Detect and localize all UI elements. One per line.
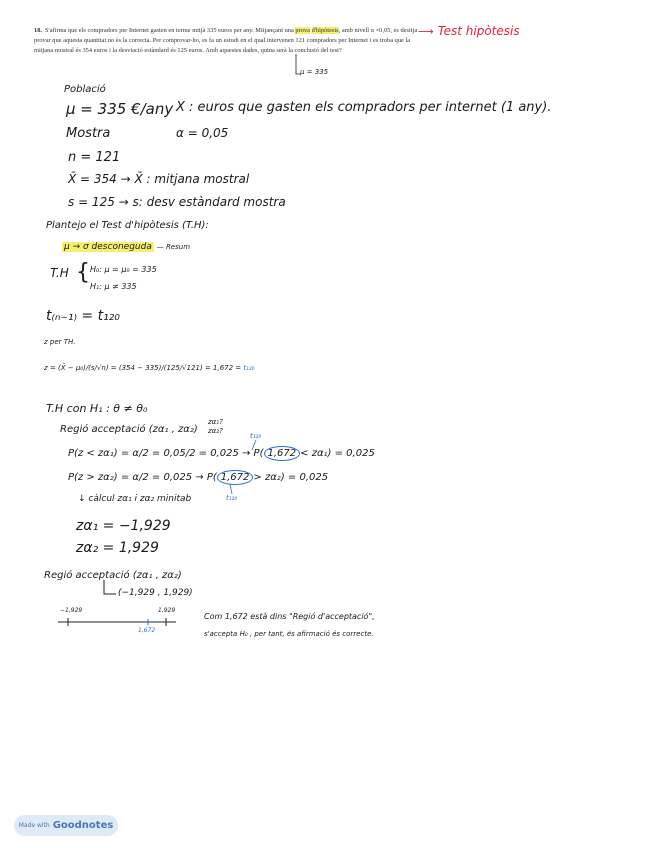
mu-annotation: μ = 335 <box>300 68 329 76</box>
p-lower-left: P(z < zα₁) = α/2 = 0,05/2 = 0,025 → P( <box>68 448 264 459</box>
h1-hypothesis: H₁: μ ≠ 335 <box>90 282 137 291</box>
number-line-right-label: 1,929 <box>158 607 176 614</box>
p-upper-left: P(z > zα₂) = α/2 = 0,025 → P( <box>68 472 217 483</box>
conclusion-line-1: Com 1,672 està dins "Regió d'acceptació", <box>204 612 375 621</box>
mu-desconeguda: μ → σ desconeguda <box>64 242 152 252</box>
problem-text-1: S'afirma que els compradors per Internet gasten en terme mitjà 335 euros per any. Mitjançant una <box>45 27 296 34</box>
z-alpha-2: zα₂ = 1,929 <box>76 540 159 556</box>
made-with-label: Made with <box>18 822 50 829</box>
problem-number: 18. <box>34 27 42 34</box>
alpha-value: α = 0,05 <box>176 126 229 140</box>
plantejo-heading: Plantejo el Test d'hipòtesis (T.H): <box>46 220 209 231</box>
goodnotes-brand: Goodnotes <box>52 820 114 831</box>
arrow-icon: ⟶ <box>418 25 434 38</box>
x-definition: X : euros que gasten els compradors per internet (1 any). <box>176 100 552 115</box>
problem-text-3: , amb nivell α =0,05, es desitja provar que aquesta quantitat no és la correcta. Per comprovar-ho, es fa un estudi en el qual intervenen 121 compradors per Internet i es troba que la mitjana mostral és 354 euros i la desviació estàndard és 125 euros. Amb aquestes dades, quina serà la conclusió del test? <box>34 27 418 54</box>
mu-value: μ = 335 €/any <box>66 100 174 118</box>
calcul-minitab: ↓ càlcul zα₁ i zα₂ minitab <box>78 494 192 504</box>
th-brace: { <box>76 260 90 285</box>
circled-value-1: 1,672 <box>264 446 301 461</box>
t120-upper-pointer <box>252 440 256 450</box>
p-lower-right: < zα₁) = 0,025 <box>300 448 375 459</box>
mu-bracket-line <box>296 54 300 74</box>
t-observed: t₁₂₀ <box>243 364 255 372</box>
z-formula: z = (X̄ − μ₀)/(s/√n) = (354 − 335)/(125/√121) = 1,672 = <box>44 364 242 372</box>
regio-acceptacio-1: Regió acceptació (zα₁ , zα₂) <box>60 424 198 435</box>
xbar-value: X̄ = 354 → X̄ : mitjana mostral <box>68 172 250 186</box>
th-label: T.H <box>50 266 69 280</box>
t-distribution: t₍ₙ₋₁₎ = t₁₂₀ <box>46 308 120 324</box>
p-upper-right: > zα₂) = 0,025 <box>253 472 329 483</box>
th-h1-line: T.H con H₁ : θ ≠ θ₀ <box>46 402 148 415</box>
goodnotes-badge[interactable] <box>14 815 118 836</box>
highlight-prova: prova <box>295 27 310 34</box>
test-hipotesis-label: Test hipòtesis <box>437 24 520 38</box>
poblacio-heading: Població <box>64 84 106 95</box>
t120-lower: t₁₂₀ <box>226 494 238 502</box>
question-marks: zα₁? zα₂? <box>208 418 223 435</box>
circled-value-2: 1,672 <box>217 470 254 485</box>
number-line-mid-label: 1,672 <box>138 627 156 634</box>
regio-acceptacio-2: Regió acceptació (zα₁ , zα₂) <box>44 570 182 581</box>
conclusion-line-2: s'accepta H₀ , per tant, és afirmació és correcte. <box>204 630 374 638</box>
interval-value: (−1,929 , 1,929) <box>118 588 193 598</box>
z-per-th: z per TH. <box>44 338 76 346</box>
t120-upper: t₁₂₀ <box>250 432 262 440</box>
highlight-hipotesis: d'hipòtesis <box>311 27 339 34</box>
mostra-heading: Mostra <box>66 126 111 141</box>
z-alpha-1: zα₁ = −1,929 <box>76 518 171 534</box>
t120-lower-pointer <box>230 484 232 494</box>
resum-label: — Resum <box>156 243 191 251</box>
s-value: s = 125 → s: desv estàndard mostra <box>68 195 286 209</box>
n-value: n = 121 <box>68 150 121 165</box>
h0-hypothesis: H₀: μ = μ₀ = 335 <box>90 265 157 274</box>
interval-arrow-line <box>104 580 116 594</box>
number-line-left-label: −1,929 <box>60 607 83 614</box>
